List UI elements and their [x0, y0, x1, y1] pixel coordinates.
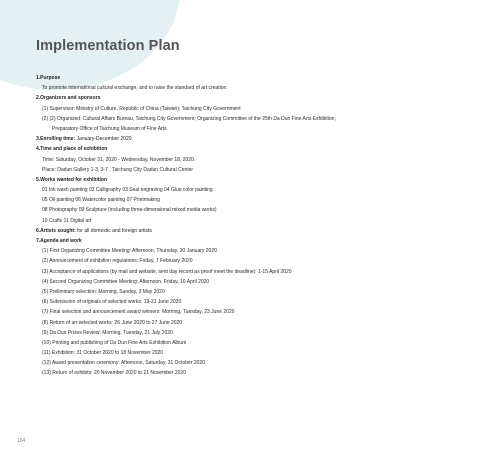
plan-content — [36, 73, 456, 379]
agenda-item: (13) Return of exhibits: 20 November 2020 to 21 November 2020 — [42, 370, 186, 377]
enrolling-label: 3.Enrolling time: — [36, 136, 76, 143]
artists-value: for all domestic and foreign artists — [75, 227, 152, 234]
artists-label: 6.Artists sought: — [36, 227, 76, 234]
organizers-line-3: Preparatory Office of Taichung Museum of Fine Arts — [52, 125, 167, 132]
works-row-3: 08 Photography 09 Sculpture (including three-dimensional mixed media works) — [42, 207, 217, 214]
works-row-2: 05 Oil painting 06 Watercolor painting 07 Printmaking — [42, 197, 160, 204]
agenda-item: (8) Return of un-selected works: 26 June 2020 to 27 June 2020 — [42, 319, 183, 326]
agenda-item: (10) Printing and publishing of Da Dun Fine Arts Exhibition Album — [42, 339, 187, 346]
section-artists-sought — [36, 226, 456, 236]
agenda-item: (4) Second Organizing Committee Meeting: Afternoon, Friday, 10 April 2020 — [42, 278, 210, 285]
agenda-item: (2) Announcement of exhibition regulations: Friday, 7 February 2020 — [42, 258, 193, 265]
purpose-text: To promote international cultural exchange, and to raise the standard of art creation. — [42, 85, 228, 92]
agenda-item: (11) Exhibition: 31 October 2020 to 18 November 2020 — [42, 350, 164, 357]
works-row-1: 01 Ink wash painting 02 Calligraphy 03 Seal engraving 04 Glue color painting — [42, 187, 213, 194]
page-number: 164 — [17, 438, 26, 444]
page-title: Implementation Plan — [36, 38, 180, 54]
section-works-heading: 5.Works wanted for exhibition — [36, 176, 108, 183]
section-time-place-heading: 4.Time and place of exhibition — [36, 146, 108, 153]
works-row-4: 10 Crafts 11 Digital art — [42, 217, 92, 224]
agenda-item: (9) Da Dun Prizes Review: Morning, Tuesday, 21 July 2020 — [42, 329, 173, 336]
enrolling-value: January-December 2020 — [75, 136, 132, 143]
agenda-item: (6) Submission of originals of selected works: 19-21 June 2020 — [42, 299, 182, 306]
organizers-line-1: (1) Supervisor: Ministry of Culture, Republic of China (Taiwan); Taichung City Government — [42, 105, 241, 112]
section-organizers-heading: 2.Organizers and sponsors — [36, 95, 101, 102]
agenda-item: (1) First Organizing Committee Meeting: Afternoon, Thursday, 30 January 2020 — [42, 248, 217, 255]
exhibition-place: Place: Dadun Gallery 1-3, 3-7 , Taichung City Dadun Cultural Center — [42, 166, 194, 173]
agenda-item: (3) Acceptance of applications (by mail and website, sent day record as proof meet the deadline): 1-15 April 2020 — [42, 268, 292, 275]
section-agenda-heading: 7.Agenda and work — [36, 238, 82, 244]
section-enrolling-time — [36, 134, 456, 144]
agenda-item: (5) Preliminary selection: Morning, Sunday, 3 May 2020 — [42, 288, 165, 295]
section-purpose-heading: 1.Purpose — [36, 75, 61, 81]
agenda-item: (7) Final selection and announcement award winners: Morning, Tuesday, 23 June 2020 — [42, 309, 235, 316]
exhibition-time: Time: Saturday, October 31, 2020 - Wednesday, November 18, 2020. — [42, 156, 196, 163]
agenda-item: (12) Award presentation ceremony: Afternoon, Saturday, 31 October 2020 — [42, 360, 205, 367]
organizers-line-2: (2) (2) Organized: Cultural Affairs Bureau, Taichung City Government; Organizing Committee of the 25th Da Dun Fine Arts Exhibition; — [42, 115, 336, 122]
